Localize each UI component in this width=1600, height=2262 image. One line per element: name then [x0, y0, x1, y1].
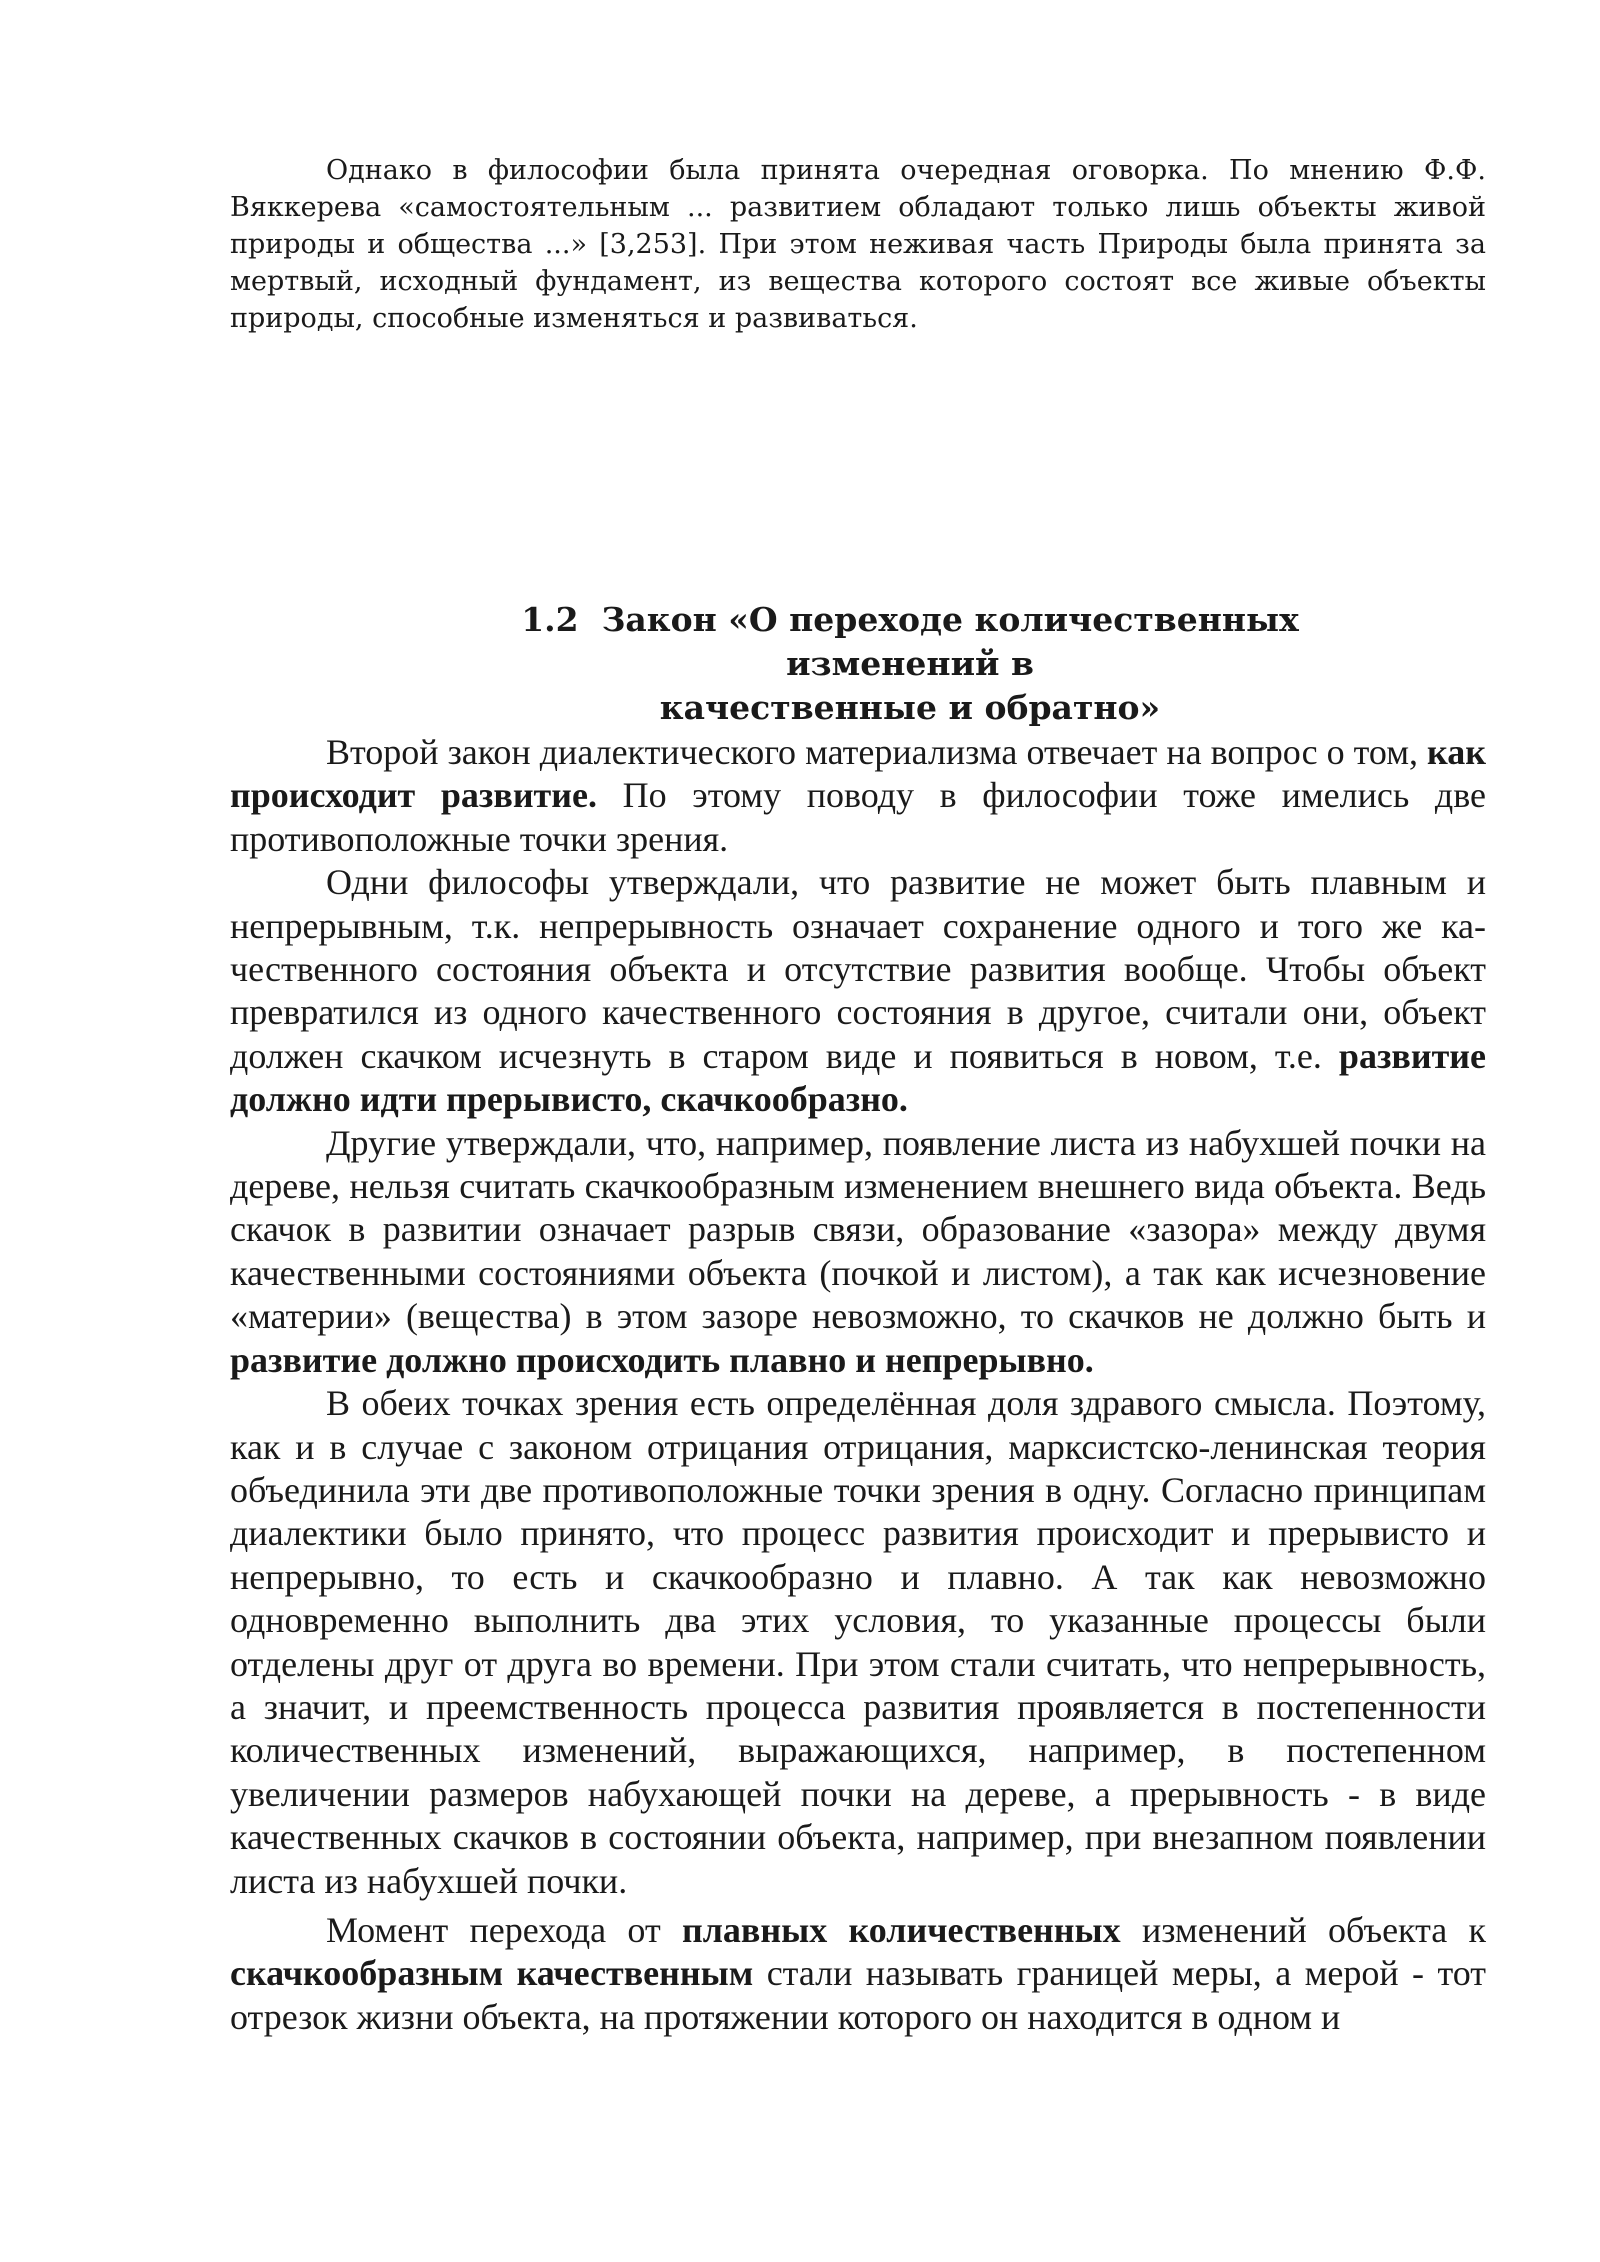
- paragraph-5-text-a: Момент перехода от: [326, 1909, 682, 1950]
- paragraph-4: [230, 1382, 1486, 1903]
- paragraph-3-bold: развитие должно происходить плавно и непрерывно.: [230, 1339, 1094, 1380]
- paragraph-3: [230, 1122, 1486, 1382]
- section-heading: [420, 598, 1400, 730]
- paragraph-1-bold: как происходит развитие.: [230, 732, 1486, 816]
- paragraph-5-bold-1: плавных количественных: [681, 1909, 1121, 1950]
- paragraph-1-text-a: Второй закон диалектического материализма отвечает на вопрос о том,: [326, 732, 1428, 772]
- paragraph-5-text-e: стали называть границей меры, а мерой - тот отрезок жизни объекта, на протяжении которого он находится в одном и: [230, 1953, 1486, 2037]
- section-title-line2: качественные и обратно»: [659, 688, 1161, 727]
- paragraph-1: [230, 731, 1486, 861]
- paragraph-1-text-c: По этому поводу в философии тоже имелись две противоположные точки зрения.: [230, 775, 1486, 859]
- section-number: 1.2: [521, 600, 579, 639]
- paragraph-3-text-a: Другие утверждали, что, например, появление листа из набухшей почки на дереве, нельзя считать скачкообразным изменением внешнего вида объекта. Ведь скачок в развитии означает разрыв связи, образование «зазора» между двумя качественными состояниями объекта (почкой и листом), а так как исчезновение «материи» (вещества) в этом зазоре невозможно, то скачков не должно быть и: [230, 1122, 1486, 1337]
- section-body: [230, 731, 1486, 2039]
- intro-text: Однако в философии была принята очередная оговорка. По мнению Ф.Ф. Вяккерева «самостоятельным ... развитием обладают только лишь объекты живой природы и общества ...» [3,253]. При этом неживая часть Природы была принята за мертвый, исходный фундамент, из вещества которого состоят все живые объекты природы, способные изменяться и развиваться.: [230, 155, 1486, 334]
- paragraph-5-bold-2: скачкообразным качественным: [230, 1953, 754, 1994]
- paragraph-2-bold: развитие должно идти прерывисто, скачкообразно.: [230, 1035, 1486, 1120]
- paragraph-5: [230, 1909, 1486, 2039]
- paragraph-4-text: В обеих точках зрения есть определённая доля здравого смысла. Поэтому, как и в случае с законом отрицания отрицания, марксистско-ленинская теория объединила эти две противоположные точки зрения в одну. Согласно принципам диалектики было принято, что процесс развития происходит и прерывисто и непрерывно, то есть и скачкообразно и плавно. А так как невозможно одновременно выполнить два этих условия, то указанные процессы были отделены друг от друга во времени. При этом стали считать, что непрерывность, а значит, и преемственность процесса развития проявляется в постепенности количественных изменений, выражающихся, например, в постепенном увеличении размеров набухающей почки на дереве, а прерывность - в виде качественных скачков в состоянии объекта, например, при внезапном появлении листа из набухшей почки.: [230, 1383, 1486, 1901]
- section-title-line1: Закон «О переходе количественных изменений в: [601, 600, 1299, 683]
- paragraph-2: [230, 861, 1486, 1121]
- paragraph-5-text-c: изменений объекта к: [1120, 1909, 1487, 1950]
- intro-paragraph: [230, 152, 1486, 337]
- paragraph-2-text-a: Одни философы утверждали, что развитие не может быть плавным и непрерывным, т.к. непрерывность означает сохранение одного и того же качественного состояния объекта и отсутствие развития вообще. Чтобы объект превратился из одного качественного состояния в другое, считали они, объект должен скачком исчезнуть в старом виде и появиться в новом, т.е.: [230, 862, 1486, 1076]
